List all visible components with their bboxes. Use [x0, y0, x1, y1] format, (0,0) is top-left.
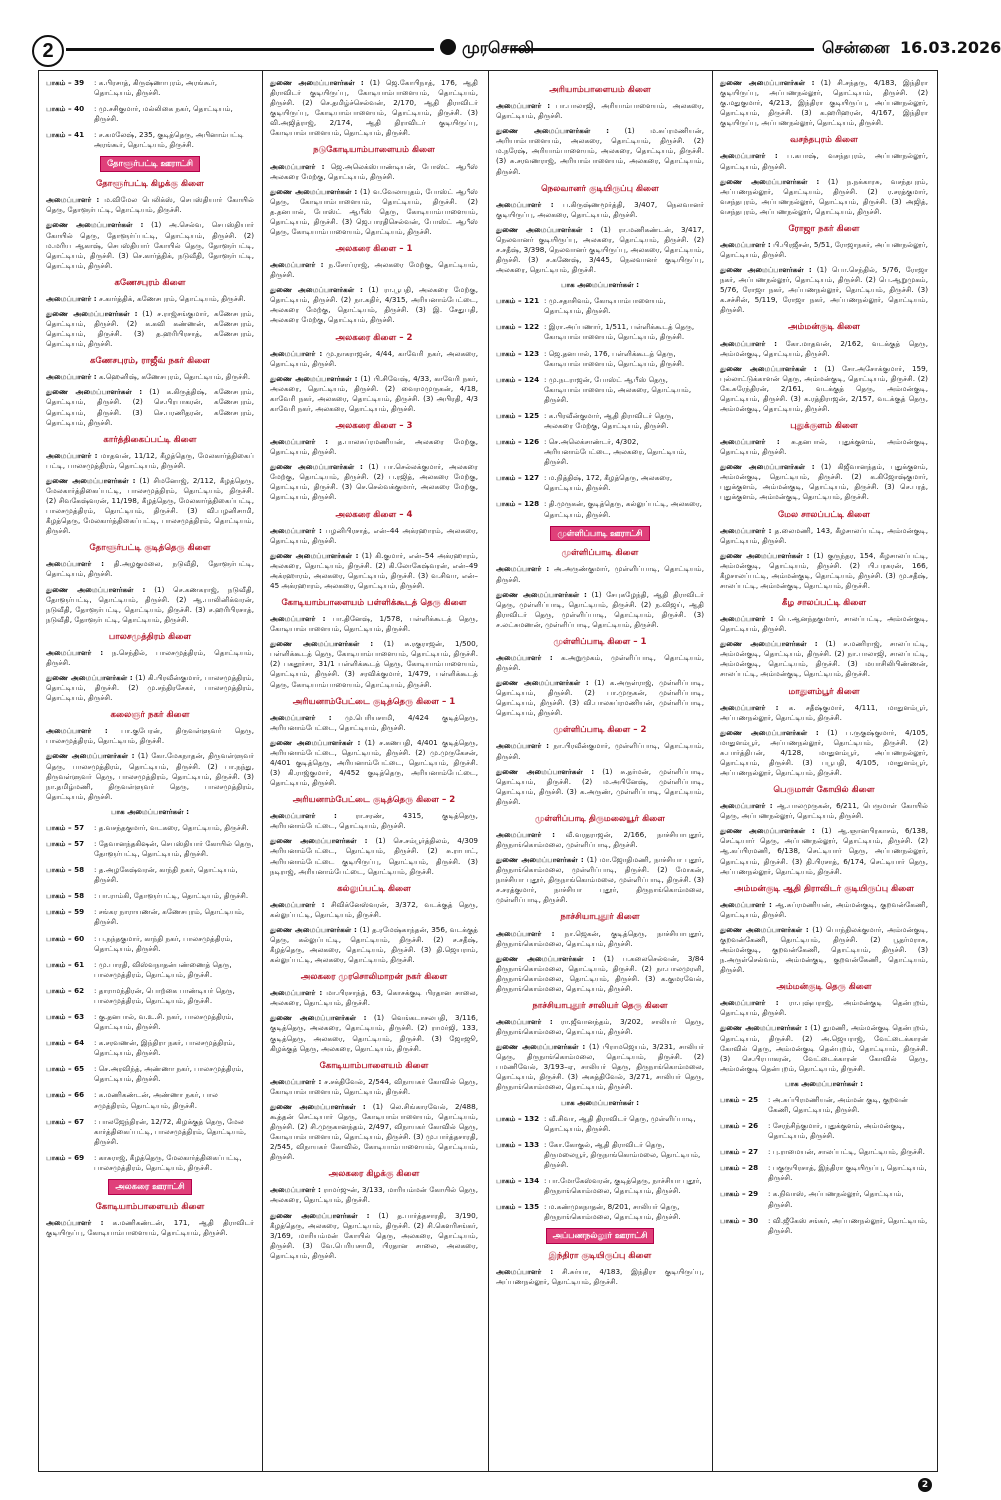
deputy-organizers-entry: துணை அமைப்பாளர்கள் : (1) சு.தர்மன், முள்ளிப்பாடி, தொட்டியம், திருச்சி. (2) ம.அபினேஷ், முள்ளிப்பாடி, தொட்டியம், திருச்சி. (3) க.அருண், முள்ளிப்பாடி, தொட்டியம், திருச்சி. [496, 766, 704, 806]
booth-agents-subheading: பாக அமைப்பாளர்கள் : [561, 280, 639, 290]
footer-page-number: 2 [918, 1478, 932, 1492]
organizer-entry: அமைப்பாளர் : பா.பாலாஜி, அரியாம்பாளையம், அலகரை, தொட்டியம், திருச்சி. [496, 101, 704, 121]
page-number: 2 [32, 35, 64, 67]
branch-heading: அம்மன்குடி தெரு கிளை [776, 982, 872, 993]
branch-heading: அம்மன்குடி கிளை [787, 322, 861, 333]
booth-row: பாகம் – 125 : க.பிரவீன்குமார், ஆதி திராவிடர் தெரு, அலகரை மேற்கு, தொட்டியம், திருச்சி. [496, 410, 674, 431]
organizer-entry: அமைப்பாளர் : பழனிபிரசாத், என்–44 அக்ரஹாரம், அலகரை, தொட்டியம், திருச்சி. [270, 525, 478, 545]
organizer-entry: அமைப்பாளர் : ந.சோப்ராஜ், அலகரை மேற்கு, தொட்டியம், திருச்சி. [270, 260, 478, 280]
branch-heading: கோடியாம்பாளையம் கிளை [319, 1060, 429, 1071]
organizer-entry: அமைப்பாளர் : நா.ஜெகன், குடித்தெரு, நாச்சியாபுதூர், திருநாங்கொம்மலை, தொட்டியம், திருச்சி. [496, 928, 704, 948]
deputy-organizers-entry: துணை அமைப்பாளர்கள் : (1) ச.ராஜ்சங்குமார், கணேசபுரம், தொட்டியம், திருச்சி. (2) க.கவி கண்ணன், கணேசபுரம், தொட்டியம், திருச்சி. (3) த.ஹரிபிரசாத், கணேசபுரம், தொட்டியம், திருச்சி. [46, 308, 254, 349]
organizer-entry: அமைப்பாளர் : ரா.புஷ்பராஜ், அம்மன்குடி தென்புறம், தொட்டியம், திருச்சி. [720, 998, 928, 1018]
branch-heading: புதுக்குளம் கிளை [790, 421, 858, 432]
booth-row: பாகம் – 58 : த.அழகேஷ்வரன், காந்தி நகர், தொட்டியம், திருச்சி. [46, 865, 238, 885]
booth-row: பாகம் – 121 : மு.சதாசிவம், கோடியாம்பாளையம், தொட்டியம், திருச்சி. [496, 296, 666, 316]
branch-heading: அரியாம்பாளையம் கிளை [549, 85, 651, 95]
branch-heading: முள்ளிப்பாடி திருமலையூர் கிளை [534, 813, 666, 824]
branch-heading: இந்திரா குடியிருப்பு கிளை [548, 1251, 652, 1262]
branch-heading: அரியனாம்பேட்டை குடித்தெரு கிளை – 1 [292, 696, 456, 707]
deputy-organizers-entry: துணை அமைப்பாளர்கள் : (1) அ.செல்வ, செபஸ்தியார் கோயில் தெரு, தோளூர்ப்பட்டி, தொட்டியம், திருச்சி. (2) ம.மரிய ஆகாஷ், செபஸ்தியார் கோயில் தெரு, தோளூர்பட்டி, தொட்டியம், திருச்சி. (3) செ.கார்த்திக், நடுவீதி, தோளூர்பட்டி, தொட்டியம், திருச்சி. [46, 220, 254, 270]
branch-heading: முள்ளிப்பாடி கிளை – 2 [553, 725, 647, 736]
deputy-organizers-entry: துணை அமைப்பாளர்கள் : (1) ப.கலைசெல்வன், 3/84 திருநாங்கொம்மலை, தொட்டியம், திருச்சி. (2) நா.பாலமுரளி, திருநாங்கொம்மலை, தொட்டியம், திருச்சி. (3) க.குமரவேல், திருநாங்கொம்மலை, தொட்டியம், திருச்சி. [496, 953, 704, 993]
branch-heading: நடுகோடியாம்பாளையம் கிளை [313, 145, 435, 156]
column-divider [488, 70, 489, 1472]
booth-row: பாகம் – 132 : வீ.சிவா, ஆதி திராவிடர் தெரு, முள்ளிப்பாடி, தொட்டியம், திருச்சி. [496, 1113, 696, 1133]
masthead [32, 35, 1001, 65]
organizer-entry: அமைப்பாளர் : கோ.மாதவன், 2/162, வடக்குத் தெரு, அம்மன்குடி, தொட்டியம், திருச்சி. [720, 338, 928, 358]
booth-row: பாகம் – 57 : தேவானந்தகிஷன், செபஸ்தியார் கோயில் தெரு, தோளூர்பட்டி, தொட்டியம், திருச்சி. [46, 838, 254, 859]
branch-heading: கோடியாம்பாளையம் பள்ளிக்கூடத் தெரு கிளை [281, 598, 467, 609]
organizer-entry: அமைப்பாளர் : ச.சக்திவேல், 2/544, விநாயகர் கோவில் தெரு, கோடியாம்பாளையம், தொட்டியம், திருச்சி. [270, 1076, 478, 1096]
deputy-organizers-entry: துணை அமைப்பாளர்கள் : (1) கி.பிரவீன்குமார், பாலசமுத்திரம், தொட்டியம், திருச்சி. (2) மு.சந்திரசேகர், பாலசமுத்திரம், தொட்டியம், திருச்சி. [46, 673, 254, 703]
branch-heading: கணேசபுரம் கிளை [114, 277, 186, 288]
deputy-organizers-entry: துணை அமைப்பாளர்கள் : (1) மா.ஜோதிமணி, நாச்சியா புதூர், திருநாங்கொம்மலை, முள்ளிப்பாடி, திருச்சி. (2) மோகன், நாச்சியா புதூர், திருநாங்கொம்மலை, முள்ளிப்பாடி, திருச்சி. (3) ச.சரத்குமார், நாச்சியா புதூர், திருநாங்கொம்மலை, முள்ளிப்பாடி, திருச்சி. [496, 855, 704, 905]
column-1 [46, 78, 254, 1470]
organizer-entry: அமைப்பாளர் : ஜெ.அலெக்ஸ்பாண்டியன், போஸ்ட் ஆபீஸ் அலகரை மேற்கு, தொட்டியம், திருச்சி. [270, 161, 478, 181]
organizer-entry: அமைப்பாளர் : சு.தனபால், புதுக்குளம், அம்மன்குடி, தொட்டியம், திருச்சி. [720, 437, 928, 457]
branch-heading: மேல சாலப்பட்டி கிளை [778, 509, 870, 520]
booth-row: பாகம் – 123 : ஜெ.தனபால், 176, பள்ளிக்கூடத் தெரு, கோடியாம்பாளையம், தொட்டியம், திருச்சி. [496, 348, 685, 368]
booth-row: பாகம் – 134 : பா.மோகேஸ்வரன், குடித்தெரு, நாச்சியா புதூர், திருநாங்கொம்மலை, தொட்டியம், திருச்சி. [496, 1176, 702, 1196]
branch-heading: அரியனாம்பேட்டை குடித்தெரு கிளை – 2 [292, 795, 456, 806]
organizer-entry: அமைப்பாளர் : மு.நாகராஜன், 4/44, காவேரி நகர், அலகரை, தொட்டியம், திருச்சி. [270, 348, 478, 368]
organizer-entry: அமைப்பாளர் : பா.குபேரன், திருவள்ளுவர் தெரு, பாலசமுத்திரம், தொட்டியம், திருச்சி. [46, 726, 254, 746]
branch-heading: பாலசமுத்திரம் கிளை [108, 631, 192, 642]
branch-heading: ரோஜா நகர் கிளை [788, 223, 860, 234]
booth-row: பாகம் – 25 : அ.சுப்பிரமணியன், அம்மன் குடி, குறவன் கேணி, தொட்டியம், திருச்சி. [720, 1094, 908, 1115]
deputy-organizers-entry: துணை அமைப்பாளர்கள் : (1) குருந்தர, 154, கீழசாலப்பட்டி, அம்மன்குடி, தொட்டியம், திருச்சி. (2) பி.பரசுரன், 166, கீழசாலப்பட்டி, அம்மன்குடி, தொட்டியம், திருச்சி. (3) மு.சதீஷ், சாலப்பட்டி, அம்மன்குடி, தொட்டியம், திருச்சி. [720, 550, 928, 590]
organizer-entry: அமைப்பாளர் : பா.தினேஷ், 1/578, பள்ளிக்கூடத் தெரு, கோடியாம்பாளையம், தொட்டியம், திருச்சி. [270, 614, 478, 634]
city-label: சென்னை [822, 38, 890, 57]
panchayat-tag: தோளூர்பட்டி ஊராட்சி [100, 156, 200, 172]
deputy-organizers-entry: துணை அமைப்பாளர்கள் : (1) பிராமஜெயம், 3/231, சாலியர் தெரு, திருநாங்கொம்மலை, தொட்டியம், திருச்சி. (2) பமணிவேல், 3/193–ஏ, சாலியர் தெரு, திருநாங்கொம்மலை, தொட்டியம், திருச்சி. (3) அசுத்திவேல், 3/271, சாலியர் தெரு, திருநாங்கொம்மலை, தொட்டியம், திருச்சி. [496, 1042, 704, 1092]
branch-heading: அலகரை கிழக்கு கிளை [328, 1169, 420, 1180]
booth-row: பாகம் – 26 : சேரந்சிந்குமார், புதுக்குளம், அம்மன்குடி, தொட்டியம், திருச்சி. [720, 1121, 905, 1141]
deputy-organizers-entry: துணை அமைப்பாளர்கள் : (1) ஜெ.கோபிநாத், 176, ஆதி திராவிடர் குடியிருப்பு, கோடியாம்பாளையம், தொட்டியம், திருச்சி. (2) செ.தமிழ்ச்செல்வன், 2/170, ஆதி திராவிடர் குடியிருப்பு, கோடியாம்பாளையம், தொட்டியம், திருச்சி. (3) வி.அஜித்ராஜ், 2/174, ஆதி திராவிடர் குடியிருப்பு, கோடியாம்பாளையம், தொட்டியம், திருச்சி. [270, 78, 478, 138]
booth-row [46, 130, 254, 150]
deputy-organizers-entry: துணை அமைப்பாளர்கள் : (1) ப.ருகுஷ்குமார், 4/105, மாதுளம்பூர், அப்பணநல்லூர், தொட்டியம், திருச்சி. (2) சு.பார்த்திபன், 4/128, மாதுளம்பூர், அப்பணநல்லூர், தொட்டியம், திருச்சி. (3) பபூபதி, 4/105, மாதுளம்பூர், அப்பணநல்லூர், தொட்டியம், திருச்சி. [720, 727, 928, 778]
branch-heading: முள்ளிப்பாடி கிளை – 1 [553, 636, 647, 647]
deputy-organizers-entry: துணை அமைப்பாளர்கள் : (1) கி.குமார், என்–54 அக்ரஹாரம், அலகரை, தொட்டியம், திருச்சி. (2) கி.லோகேஷ்வரன், என்–49 அக்ரஹாரம், அலகரை, தொட்டியம், திருச்சி. (3) வ.சிவா, என்–45 அக்ரஹாரம், அலகரை, தொட்டியம், திருச்சி. [270, 550, 478, 590]
booth-row: பாகம் – 126 : செ.அலெக்சாண்டர், 4/302, அரியனாம்பேட்டை, அலகரை, தொட்டியம், திருச்சி. [496, 437, 687, 467]
organizer-entry: அமைப்பாளர் : க. சதீஷ்குமார், 4/111, மாதுளம்பூர், அப்பணநல்லூர், தொட்டியம், திருச்சி. [720, 702, 928, 722]
deputy-organizers-entry: துணை அமைப்பாளர்கள் : (1) பி.சிவேஷ், 4/33, காவேரி நகர், அலகரை, தொட்டியம், திருச்சி. (2) வைரமமுருகன், 4/18, காவேரி நகர், அலகரை, தொட்டியம், திருச்சி. (3) அபிரதி, 4/3 காவேரி நகர், அலகரை, தொட்டியம், திருச்சி. [270, 373, 478, 413]
booth-row: பாகம் – 62 : தாராமந்திரன், பொற்கை பாண்டியர் தெரு, பாலசமுத்திரம், தொட்டியம், திருச்சி. [46, 985, 235, 1005]
branch-heading: கீழ சாலப்பட்டி கிளை [781, 598, 867, 609]
deputy-organizers-entry: துணை அமைப்பாளர்கள் : (1) ந.நக்காரசு, வசந்தபுரம், அப்பணநல்லூர், தொட்டியம், திருச்சி. (2) ர.சரத்குமார், வசந்தபுரம், அப்பணநல்லூர், தொட்டியம், திருச்சி. (3) அஜித், வசந்தபுரம், அப்பணநல்லூர், தொட்டியம், திருச்சி. [720, 176, 928, 216]
branch-heading: கோடியாம்பாளையம் கிளை [95, 1201, 205, 1212]
booth-row: பாகம் – 57 : த.வசந்தகுமார், வடகரை, தொட்டியம், திருச்சி. [46, 822, 249, 832]
booth-agents-subheading: பாக அமைப்பாளர்கள் : [785, 1078, 863, 1088]
booth-row: பாகம் – 64 : க.சரவணன், இந்திரா நகர், பாலசமுத்திரம், தொட்டியம், திருச்சி. [46, 1038, 236, 1058]
branch-heading: அம்மன்குடி ஆதி திராவிடர் குடியிருப்பு கிளை [733, 883, 915, 894]
branch-heading: தோளூர்பட்டி குடித்தெரு கிளை [89, 543, 211, 554]
deputy-organizers-entry: துணை அமைப்பாளர்கள் : (1) ம.சுப்ரமணியன், அரியாம்பாளையம், அலகரை, தொட்டியம், திருச்சி. (2) ம.நரேஷ், அரியாம்பாளையம், அலகரை, தொட்டியம், திருச்சி. (3) சு.சரவணராஜ், அரியாம்பாளையம், அலகரை, தொட்டியம், திருச்சி. [496, 126, 704, 176]
booth-row: பாகம் – 28 : பகுருபிரசாத், இந்திரா குடியிருப்பு, தொட்டியம், திருச்சி. [720, 1163, 927, 1183]
branch-heading: கல்லுப்பட்டி கிளை [337, 883, 411, 894]
booth-row: பாகம் – 124 : மு.நடராஜன், போஸ்ட் ஆபீஸ் தெரு, கோடியாம்பாளையம், அலகரை, தொட்டியம், திருச்சி. [496, 374, 692, 404]
organizer-entry: அமைப்பாளர் : ந.செந்தில், பாலசமுத்திரம், தொட்டியம், திருச்சி. [46, 647, 254, 667]
deputy-organizers-entry: துணை அமைப்பாளர்கள் : (1) செ.சம்பூர்த்திலம், 4/309 அரியனாம்பேட்டை, தொட்டியம், திருச்சி. (2) சு.ராபாட், அரியனாம்பேட்டை குடியிருப்பு, தொட்டியம், திருச்சி. (3) நடிராஜ், அரியனாம்பேட்டை, தொட்டியம், திருச்சி. [270, 836, 478, 876]
organizer-entry: அமைப்பாளர் : ஆ.பாலமுருகன், 6/211, பெருமாள் கோயில் தெரு, அப்பணநல்லூர், தொட்டியம், திருச்சி. [720, 801, 928, 821]
organizer-entry: அமைப்பாளர் : தி.அழகுமலை, நடுவீதி, தோளூர்பட்டி, தொட்டியம், திருச்சி. [46, 559, 254, 579]
booth-row: பாகம் – 127 : ம.நித்திஷ், 172, கீழத்தெரு, அலகரை, தொட்டியம், திருச்சி. [496, 473, 673, 493]
deputy-organizers-entry: துணை அமைப்பாளர்கள் : (1) சு.ரகுராஜன், 1/500, பள்ளிக்கூடத் தெரு, கோடியாம்பாளையம், தொட்டியம், திருச்சி. (2) பகதூர்சா, 31/1 பள்ளிக்கூடத் தெரு, கோடியாம்பாளையம், தொட்டியம், திருச்சி. (3) சரவிக்குமார், 1/479, பள்ளிக்கூடத் தெரு, கோடியாம்பாளையம், தொட்டியம், திருச்சி. [270, 639, 478, 689]
booth-row: பாகம் – 27 : பு.ராமையன், சாலப்பட்டி, தொட்டியம், திருச்சி. [720, 1147, 925, 1157]
organizer-entry: அமைப்பாளர் : மாதவன், 11/12, கீழத்தெரு, மேலகார்த்திகைப் பட்டி, பாலசமுத்திரம், தொட்டியம், திருச்சி. [46, 450, 254, 470]
booth-row: பாகம் – 58 : பா.ராம்கி, தோளூர்பட்டி, தொட்டியம், திருச்சி. [46, 891, 249, 901]
deputy-organizers-entry: துணை அமைப்பாளர்கள் : (1) கிஜீவானந்தம், புதுக்குளம், அம்மன்குடி, தொட்டியம், திருச்சி. (2) க.கிஜோஷ்குமார், புதுக்குளம், அம்மன்குடி, தொட்டியம், திருச்சி. (3) செ.பரத், புதுக்குளம், அம்மன்குடி, தொட்டியம், திருச்சி. [720, 462, 928, 502]
booth-row [46, 104, 254, 124]
branch-heading: நாச்சியாபுதூர் கிளை [560, 912, 640, 923]
booth-agent: : மு.சசிகுமார், மல்லிகை நகர், தொட்டியம், திருச்சி. [94, 104, 233, 124]
organizer-entry: அமைப்பாளர் : க.ஹெனிஷ், கணேசபுரம், தொட்டியம், திருச்சி. [46, 372, 251, 382]
organizer-entry: அமைப்பாளர் : ரா.சரண், 4315, குடித்தெரு, அரியனாம்பேட்டை, தொட்டியம், திருச்சி. [270, 811, 478, 831]
booth-row: பாகம் – 60 : ப.நந்தகுமார், காந்தி நகர், பாலசமுத்திரம், தொட்டியம், திருச்சி. [46, 933, 233, 953]
deputy-organizers-entry: துணை அமைப்பாளர்கள் : (1) பொ.செந்தில், 5/76, ரோஜா நகர், அப்பணநல்லூர், தொட்டியம், திருச்சி. (2) பெ.ஆறுமுகம், 5/76, ரோஜா நகர், அப்பணநல்லூர், தொட்டியம், திருச்சி. (3) க.சச்சின், 5/119, ரோஜா நகர், அப்பணநல்லூர், தொட்டியம், திருச்சி. [720, 265, 928, 315]
booth-row: பாகம் – 61 : மு.பாரதி, விஸ்வநாதன்பண்ணைத் தெரு, பாலசமுத்திரம், தொட்டியம், திருச்சி. [46, 959, 232, 979]
booth-row: பாகம் – 122 : இரா.அப்பணார், 1/511, பள்ளிக்கூடத் தெரு, கோடியாம்பாளையம், தொட்டியம், திருச்சி. [496, 322, 695, 342]
column-4 [720, 78, 928, 1470]
column-3 [496, 78, 704, 1470]
deputy-organizers-entry: துணை அமைப்பாளர்கள் : (1) சிமனோஜ், 2/112, கீழத்தெரு, மேலகார்த்திகைப்பட்டி, பாலசமுத்திரம், தொட்டியம், திருச்சி. (2) சிவகேஷ்வரன், 11/198, கீழத்தெரு, மேலகார்த்திகைப்பட்டி, பாலசமுத்திரம், தொட்டியம், திருச்சி. (3) வி.பழனிசாமி, கீழத்தெரு, மேலகார்த்திகைப்பட்டி, பாலசமுத்திரம், தொட்டியம், திருச்சி. [46, 475, 254, 536]
branch-heading: அலகரை கிளை – 1 [335, 244, 413, 255]
booth-number: பாகம் – 39 [46, 78, 85, 87]
booth-row: பாகம் – 66 : க.மணிகண்டன், அண்ணா நகர், பால சமுத்திரம், தொட்டியம், திருச்சி. [46, 1090, 218, 1110]
branch-heading: வசந்தபுரம் கிளை [790, 135, 858, 146]
deputy-organizers-entry: துணை அமைப்பாளர்கள் : (1) பொந்திலக்குமார், அம்மன்குடி, குறவன்கேணி, தொட்டியம், திருச்சி. (2) பூதர்மராசு, அம்மன்குடி, குறவன்கேணி, தொட்டியம், திருச்சி. (3) ந.அருள்செல்வம், அம்மன்குடி, குறவன்கேணி, தொட்டியம், திருச்சி. [720, 924, 928, 975]
branch-heading: நெலவானர் குடியிருப்பு கிளை [541, 183, 659, 194]
booth-number: பாகம் – 41 [46, 130, 85, 140]
panchayat-tag: அப்பணநல்லூர் ஊராட்சி [546, 1228, 655, 1244]
deputy-organizers-entry: துணை அமைப்பாளர்கள் : (1) ஆ.ஞானபிரகாசம், 6/138, செட்டியார் தெரு, அப்பணநல்லூர், தொட்டியம், திருச்சி. (2) ஆ.கப்பிரமணி, 6/138, செட்டியார் தெரு, அப்பணநல்லூர், தொட்டியம், திருச்சி. (3) தி.பிரசாத், 6/174, செட்டியார் தெரு, அப்பணநல்லூர், தொட்டியம், திருச்சி. [720, 826, 928, 876]
booth-number: பாகம் – 40 [46, 104, 85, 114]
booth-row: பாகம் – 29 : க.நிவாஸ், அப்பணநல்லூர், தொட்டியம், திருச்சி. [720, 1189, 904, 1209]
booth-agent: : க.பிரசாத், கிருஷ்ணாபுரம், அரங்கூர், தொட்டியம், திருச்சி. [94, 78, 217, 98]
branch-heading: அலகரை கிளை – 3 [335, 421, 413, 432]
issue-date: 16.03.2026 [900, 38, 1001, 57]
organizer-entry: அமைப்பாளர் : க.மணிகண்டன், 171, ஆதி திராவிடர் குடியிருப்பு, கோடியாம்பாளையம், தொட்டியம், திருச்சி. [46, 1217, 254, 1237]
branch-heading: தோளூர்பட்டி கிழக்கு கிளை [96, 179, 204, 190]
organizer-entry: அமைப்பாளர் : ரா.ஜீவானந்தம், 3/202, சாலியர் தெரு, திருநாங்கொம்மலை, தொட்டியம், திருச்சி. [496, 1017, 704, 1037]
organizer-entry: அமைப்பாளர் : த.லைமணி, 143, கீழசாலப்பட்டி, அம்மன்குடி, தொட்டியம், திருச்சி. [720, 525, 928, 545]
paper-title: முரசொலி [462, 38, 534, 57]
panchayat-tag: அலகரை ஊராட்சி [108, 1179, 191, 1195]
deputy-organizers-entry: துணை அமைப்பாளர்கள் : (1) துமணி, அம்மன்குடி தென்புறம், தொட்டியம், திருச்சி. (2) அ.ஜெயராஜ், வேட்டைக்காரன் கோவில் தெரு, அம்மன்குடி தென்புறம், தொட்டியம், திருச்சி. (3) செ.பிரபாகரன், வேட்டைக்காரன் கோவில் தெரு, அம்மன்குடி தென்புறம், தொட்டியம், திருச்சி. [720, 1023, 928, 1073]
deputy-organizers-entry: துணை அமைப்பாளர்கள் : (1) சேபுகழேந்தி, ஆதி திராவிடர் தெரு, முள்ளிப்பாடி, தொட்டியம், திருச்சி. (2) ந.விஜய், ஆதி திராவிடர் தெரு, முள்ளிப்பாடி, தொட்டியம், திருச்சி. (3) ச.லட்சுமணன், முள்ளிப்பாடி, தொட்டியம், திருச்சி. [496, 589, 704, 629]
organizer-entry: அமைப்பாளர் : சி.சுர்யா, 4/183, இந்திரா குடியிருப்பு, அப்பணநல்லூர், தொட்டியம், திருச்சி. [496, 1267, 704, 1287]
organizer-entry: அமைப்பாளர் : சிவிக்னேஸ்வரன், 3/372, வடக்குத் தெரு, கல்லுப்பட்டி, தொட்டியம், திருச்சி. [270, 899, 478, 919]
deputy-organizers-entry: துணை அமைப்பாளர்கள் : (1) த.பார்த்தசாரதி, 3/190, கீழத்தெரு, அலகரை, தொட்டியம், திருச்சி. (2) சி.கௌரிசங்கர், 3/169, மாரியம்மன் கோயில் தெரு, அலகரை, தொட்டியம், திருச்சி. (3) வே.பெரியசாமி, பிரதான சாலை, அலகரை, தொட்டியம், திருச்சி. [270, 1210, 478, 1260]
deputy-organizers-entry: துணை அமைப்பாளர்கள் : (1) சோ.அசோக்குமார், 159, புல்லாட்டுக்காளன் தெரு, அம்மன்குடி, தொட்டியம், திருச்சி. (2) கே.சுரேந்திரன், 2/161, வடக்குத் தெரு, அம்மன்குடி, தொட்டியம், திருச்சி. (3) க.ரத்திராஜன், 2/157, வடக்குத் தெரு, அம்மன்குடி, தொட்டியம், திருச்சி. [720, 363, 928, 413]
deputy-organizers-entry: துணை அமைப்பாளர்கள் : (1) வெங்கடாசலபதி, 3/116, குடித்தெரு, அலகரை, தொட்டியம், திருச்சி. (2) ராமர்ஜி, 133, குடித்தெரு, அலகரை, தொட்டியம், திருச்சி. (3) ஜோஜூ, கிழக்குத் தெரு, அலகரை, தொட்டியம், திருச்சி. [270, 1013, 478, 1053]
deputy-organizers-entry: துணை அமைப்பாளர்கள் : (1) ச.மணிராஜ், சாலப்பட்டி, அம்மன்குடி, தொட்டியம், திருச்சி. (2) நா.பாலாஜி, சாலப்பட்டி, அம்மன்குடி, தொட்டியம், திருச்சி. (3) மயாசிலிபிண்ணன், சாலப்பட்டி, அம்மன்குடி, தொட்டியம், திருச்சி. [720, 639, 928, 679]
deputy-organizers-entry: துணை அமைப்பாளர்கள் : (1) கோ.மேகநாதன், திருவள்ளுவர் தெரு, பாலசமுத்திரம், தொட்டியம், திருச்சி. (2) பா.நந்து, திருவள்ளுவர் தெரு, பாலசமுத்திரம், தொட்டியம், திருச்சி. (3) நா.தமிழ்மணி, திருவள்ளுவர் தெரு, பாலசமுத்திரம், தொட்டியம், திருச்சி. [46, 751, 254, 801]
booth-agent: : ச.கமலேஷ், 235, குடித்தெரு, அபினாம்பட்டி அரங்கூர், தொட்டியம், திருச்சி. [94, 130, 244, 150]
organizer-entry: அமைப்பாளர் : பி.பிரஜீசன், 5/51, ரோஜாநகர், அப்பணநல்லூர், தொட்டியம், திருச்சி. [720, 239, 928, 259]
deputy-organizers-entry: துணை அமைப்பாளர்கள் : (1) லெ.சிங்காரவேல், 2/488, கூத்தன் செட்டியார் தெரு, கோடியாம்பாளையம், தொட்டியம், திருச்சி. (2) சி.முருகானந்தம், 2/497, விநாயகர் கோவில் தெரு, கோடியாம்பாளையம், தொட்டியம், திருச்சி. (3) மு.பார்த்தசாரதி, 2/545, விநாயகர் கோவில், கோடியாம்பாளையம், தொட்டியம், திருச்சி. [270, 1101, 478, 1162]
organizer-entry: அமைப்பாளர் : மு.பெரியசாமி, 4/424 குடித்தெரு, அரியனாம்பேட்டை, தொட்டியம், திருச்சி. [270, 712, 478, 732]
booth-row: பாகம் – 128 : தி.முருகன், குடித்தெரு, கல்லுப்பட்டி, அலகரை, தொட்டியம், திருச்சி. [496, 499, 702, 519]
booth-row: பாகம் – 65 : செ.அரவிந்த், அண்ணா நகர், பாலசமுத்திரம், தொட்டியம், திருச்சி. [46, 1064, 244, 1084]
booth-row: பாகம் – 133 : கோ.கோகுல், ஆதி திராவிடர் தெரு, திருமலையூர், திருநாங்கொம்மலை, தொட்டியம், திருச்சி. [496, 1139, 701, 1169]
booth-row: பாகம் – 59 : சங்கர நாராயணன், கணேசபுரம், தொட்டியம், திருச்சி. [46, 907, 245, 927]
column-divider [712, 70, 713, 1472]
masthead-rule-left [66, 48, 434, 51]
organizer-entry: அமைப்பாளர் : ச.கார்த்திக், கணேசபுரம், தொட்டியம், திருச்சி. [46, 293, 246, 303]
organizer-entry: அமைப்பாளர் : த.பாலசுப்ரமணியன், அலகரை மேற்கு, தொட்டியம், திருச்சி. [270, 437, 478, 457]
booth-row: பாகம் – 69 : காசுராஜ், கீழத்தெரு, மேலகார்த்திகைப்பட்டி, பாலசமுத்திரம், தொட்டியம், திருச்சி. [46, 1152, 242, 1172]
branch-heading: நாச்சியாபுதூர் சாலியர் தெரு கிளை [532, 1000, 668, 1011]
branch-heading: முள்ளிப்பாடி கிளை [561, 548, 639, 559]
panchayat-tag: முள்ளிப்பாடி ஊராட்சி [550, 526, 649, 542]
booth-row: பாகம் – 63 : கு.தனபால், வ.உ.சி. நகர், பாலசமுத்திரம், தொட்டியம், திருச்சி. [46, 1011, 234, 1032]
branch-heading: அலகரை முரசொலிமாறன் நகர் கிளை [300, 972, 448, 983]
deputy-organizers-entry: துணை அமைப்பாளர்கள் : (1) பா.செல்லக்குமார், அலகரை மேற்கு, தொட்டியம், திருச்சி. (2) ப.ரஜித், அலகரை மேற்கு, தொட்டியம், திருச்சி. (3) செ.செல்வக்குமார், அலகரை மேற்கு, தொட்டியம், திருச்சி. [270, 462, 478, 502]
deputy-organizers-entry: துணை அமைப்பாளர்கள் : (1) க.அருள்ராஜ், முள்ளிப்பாடி, தொட்டியம், திருச்சி. (2) பா.முருகன், முள்ளிப்பாடி, தொட்டியம், திருச்சி. (3) வி.பாலசுப்ரமணியன், முள்ளிப்பாடி, தொட்டியம், திருச்சி. [496, 678, 704, 718]
booth-agents-subheading: பாக அமைப்பாளர்கள் : [561, 1097, 639, 1107]
booth-row: பாகம் – 135 : ம.கண்முகநாதன், 8/201, சாலியர் தெரு, திருநாங்கொம்மலை, தொட்டியம், திருச்சி. [496, 1202, 681, 1222]
deputy-organizers-entry: துணை அமைப்பாளர்கள் : (1) ரா.பூபதி, அலகரை மேற்கு, தொட்டியம், திருச்சி. (2) நா.கதிர், 4/315, அரியனாம்பேட்டை, அலகரை மேற்கு, தொட்டியம், திருச்சி. (3) இ. சேதுபதி, அலகரை மேற்கு, தொட்டியம், திருச்சி. [270, 285, 478, 325]
organizer-entry: அமைப்பாளர் : பெ.ஆனந்தகுமார், சாலப்பட்டி, அம்மன்குடி, தொட்டியம், திருச்சி. [720, 614, 928, 634]
branch-heading: அலகரை கிளை – 4 [335, 509, 413, 520]
organizer-entry: அமைப்பாளர் : க.அறுமுகம், முள்ளிப்பாடி, தொட்டியம், திருச்சி. [496, 652, 704, 673]
branch-heading: மாதுளம்பூர் கிளை [788, 686, 860, 697]
organizer-entry: அமைப்பாளர் : மா.பிரசாந்த், 63, கொசக்குடி பிரதான சாலை, அலகரை, தொட்டியம், திருச்சி. [270, 988, 478, 1008]
booth-agents-subheading: பாக அமைப்பாளர்கள் : [111, 806, 189, 816]
deputy-organizers-entry: துணை அமைப்பாளர்கள் : (1) வ.வேலாயுதம், போஸ்ட் ஆபீஸ் தெரு, கோடியாம்பாளையம், தொட்டியம், திருச்சி. (2) த.தனபால், போஸ்ட் ஆபீஸ் தெரு, கோடியாம்பாளையம், தொட்டியம், திருச்சி. (3) ஜெ.பாரதிசெல்வன், போஸ்ட் ஆபீஸ் தெரு, கோடியாம்பாளையம், தொட்டியம், திருச்சி. [270, 186, 478, 236]
deputy-organizers-entry: துணை அமைப்பாளர்கள் : (1) க.கிருத்திஷ், கணேசபுரம், தொட்டியம், திருச்சி. (2) செ.பிரபாகரன், கணேசபுரம், தொட்டியம், திருச்சி. (3) செ.பரணிதரன், கணேசபுரம், தொட்டியம், திருச்சி. [46, 387, 254, 427]
booth-row [46, 78, 254, 98]
deputy-organizers-entry: துணை அமைப்பாளர்கள் : (1) சி.சந்தரு, 4/183, இந்திரா குடியிருப்பு, அப்பணநல்லூர், தொட்டியம், திருச்சி. (2) கு.மதுகுமார், 4/213, இந்திரா குடியிருப்பு, அப்பணநல்லூர், தொட்டியம், திருச்சி. (3) க.ஹரிஹரன், 4/167, இந்திரா குடியிருப்பு, அப்பணநல்லூர், தொட்டியம், திருச்சி. [720, 78, 928, 128]
organizer-entry: அமைப்பாளர் : ப.கபாஷ், வசந்தபுரம், அப்பணநல்லூர், தொட்டியம், திருச்சி. [720, 151, 928, 171]
branch-heading: கார்த்திகைப்பட்டி கிளை [103, 434, 197, 445]
deputy-organizers-entry: துணை அமைப்பாளர்கள் : (1) ரா.மணிகண்டன், 3/417, நெலவானர் குடியிருப்பு, அலகரை, தொட்டியம், திருச்சி. (2) ச.சதீஷ், 3/398, நெலவானர் குடியிருப்பு, அலகரை, தொட்டியம், திருச்சி. (3) ச.கணேஷ், 3/445, நெலவானர் குடியிருப்பு, அலகரை, தொட்டியம், திருச்சி. [496, 224, 704, 275]
booth-row: பாகம் – 67 : பாலஜேந்திரன், 12/72, கிழக்குத் தெரு, மேல கார்த்திகைப்பட்டி, பாலசமுத்திரம், தொட்டியம், திருச்சி. [46, 1116, 247, 1146]
booth-row: பாகம் – 30 : வி.ஜீகேஸ் சங்கர், அப்பணநல்லூர், தொட்டியம், திருச்சி. [720, 1215, 928, 1235]
organizer-entry: அமைப்பாளர் : அ.அருண்குமார், முள்ளிப்பாடி, தொட்டியம், திருச்சி. [496, 564, 704, 584]
organizer-entry: அமைப்பாளர் : ராமர்ஜுன், 3/133, மாரியம்மன் கோயில் தெரு, அலகரை, தொட்டியம், திருச்சி. [270, 1185, 478, 1205]
branch-heading: பெருமாள் கோயில் கிளை [773, 785, 875, 796]
column-divider [262, 70, 263, 1472]
deputy-organizers-entry: துணை அமைப்பாளர்கள் : (1) செ.கணகராஜ், நடுவீதி, தோளூர்பட்டி, தொட்டியம், திருச்சி. (2) ஆ.பாலினிக்வரன், நடுவீதி, தோளூர்பட்டி, தொட்டியம், திருச்சி. (3) ச.ஹரிபிரசாத், நடுவீதி, தோளூர்பட்டி, தொட்டியம், திருச்சி. [46, 584, 254, 624]
deputy-organizers-entry: துணை அமைப்பாளர்கள் : (1) த.ரமேஷ்காந்தன், 356, வடக்குத் தெரு, கல்லுப்பட்டி, தொட்டியம், திருச்சி. (2) ச.சதீஷ், கீழத்தெரு, அலகரை, தொட்டியம், திருச்சி. (3) தி.ஜெயராம், கல்லுப்பட்டி, அலகரை, தொட்டியம், திருச்சி. [270, 924, 478, 965]
deputy-organizers-entry: துணை அமைப்பாளர்கள் : (1) ச.கணபதி, 4/401 குடித்தெரு, அரியனாம்பேட்டை, தொட்டியம், திருச்சி. (2) மு.முருகேசன், 4/401 குடித்தெரு, அரியனாம்பேட்டை, தொட்டியம், திருச்சி. (3) கி.ராஜ்குமார், 4/452 குடித்தெரு, அரியனாம்பேட்டை, தொட்டியம், திருச்சி. [270, 737, 478, 788]
organizer-entry: அமைப்பாளர் : வீ.வரதராஜன், 2/166, நாச்சியாபுதூர், திருநாங்கொம்மலை, முள்ளிப்பாடி, திருச்சி. [496, 829, 704, 850]
branch-heading: கணேசபுரம், ராஜீவ் நகர் கிளை [89, 356, 211, 367]
paper-logo-icon [440, 39, 456, 55]
organizer-entry: அமைப்பாளர் : ஆ.சுப்ரமணியன், அம்மன்குடி, குறவன்கேணி, தொட்டியம், திருச்சி. [720, 899, 928, 919]
organizer-entry: அமைப்பாளர் : நா.பிரவீன்குமார், முள்ளிப்பாடி, தொட்டியம், திருச்சி. [496, 741, 704, 761]
branch-heading: கலைஞர் நகர் கிளை [110, 710, 190, 721]
organizer-entry: அமைப்பாளர் : ப.கிருஷ்ணமூர்த்தி, 3/407, நெலவானர் குடியிருப்பு, அலகரை, தொட்டியம், திருச்சி. [496, 199, 704, 219]
column-2 [270, 78, 478, 1470]
organizer-entry: அமைப்பாளர் : ம.விமேல பெலிக்ஸ், செபஸ்தியார் கோயில் தெரு, தோளூர்பட்டி, தொட்டியம், திருச்சி. [46, 195, 254, 215]
masthead-rule-right [510, 48, 814, 51]
branch-heading: அலகரை கிளை – 2 [335, 332, 413, 343]
